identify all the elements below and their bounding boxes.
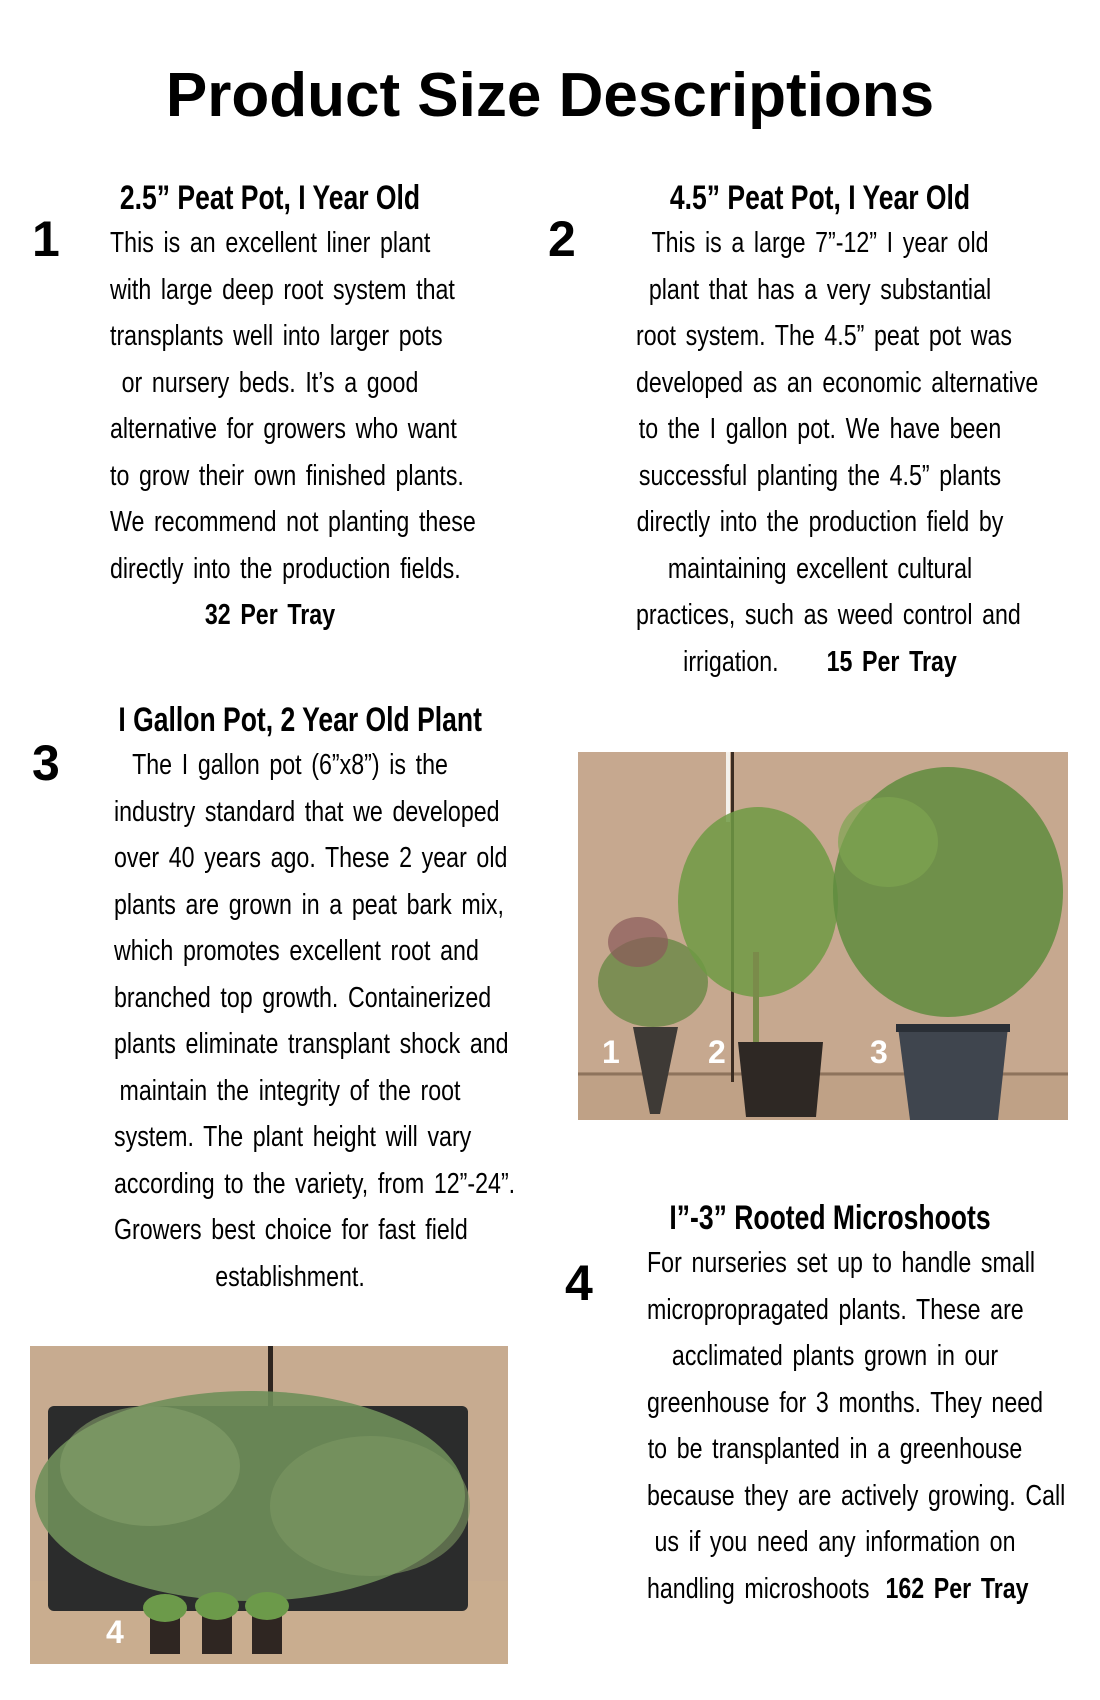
photo-label-3: 3 bbox=[870, 1034, 888, 1070]
description-line: transplants well into larger pots bbox=[110, 320, 443, 352]
description-line: root system. The 4.5” peat pot was bbox=[636, 320, 1012, 352]
description-line: or nursery beds. It’s a good bbox=[121, 366, 419, 399]
description-line: This is an excellent liner plant bbox=[110, 227, 431, 259]
description-line: micropropragated plants. These are bbox=[647, 1293, 1024, 1326]
product-block-1 bbox=[70, 176, 476, 639]
description-line: For nurseries set up to handle small bbox=[647, 1247, 1035, 1279]
description-line: Growers best choice for fast field bbox=[114, 1214, 468, 1246]
description-line: over 40 years ago. These 2 year old bbox=[114, 842, 508, 874]
description-line: to be transplanted in a greenhouse bbox=[647, 1433, 1023, 1465]
product-description-3 bbox=[70, 742, 516, 1300]
description-line: which promotes excellent root and bbox=[114, 935, 479, 967]
description-line: according to the variety, from 12”-24”. bbox=[114, 1167, 516, 1200]
description-line: maintaining excellent cultural bbox=[667, 552, 973, 585]
product-block-4-heading bbox=[600, 1196, 1060, 1240]
description-line: plants are grown in a peat bark mix, bbox=[114, 888, 504, 921]
product-block-4 bbox=[600, 1240, 1070, 1612]
description-line: maintain the integrity of the root bbox=[119, 1074, 461, 1107]
description-line: us if you need any information on bbox=[654, 1526, 1016, 1558]
description-line: with large deep root system that bbox=[110, 273, 455, 306]
description-line-text: irrigation. bbox=[683, 645, 779, 678]
product-description-4 bbox=[600, 1240, 1070, 1612]
photo-label-4: 4 bbox=[106, 1614, 124, 1650]
description-line: successful planting the 4.5” plants bbox=[638, 459, 1002, 492]
per-tray-count-4: 162 Per Tray bbox=[885, 1572, 1029, 1605]
description-line: developed as an economic alternative bbox=[636, 366, 1039, 399]
description-line: The I gallon pot (6”x8”) is the bbox=[132, 749, 448, 781]
photo-label-1: 1 bbox=[602, 1034, 620, 1070]
microshoots-tray-photo bbox=[30, 1346, 508, 1664]
product-block-2 bbox=[590, 176, 1050, 685]
description-line: to grow their own finished plants. bbox=[110, 459, 464, 492]
plants-illustration bbox=[578, 752, 1068, 1120]
product-heading-4: I”-3” Rooted Microshoots bbox=[669, 1199, 991, 1237]
description-line: branched top growth. Containerized bbox=[114, 981, 492, 1014]
photo-label-2: 2 bbox=[708, 1034, 726, 1070]
description-line: to the I gallon pot. We have been bbox=[638, 413, 1002, 445]
product-heading-3: I Gallon Pot, 2 Year Old Plant bbox=[118, 701, 482, 739]
product-heading-1: 2.5” Peat Pot, I Year Old bbox=[119, 179, 421, 217]
description-line-text: handling microshoots bbox=[647, 1572, 870, 1605]
product-heading-2: 4.5” Peat Pot, I Year Old bbox=[669, 179, 971, 217]
description-line: plant that has a very substantial bbox=[648, 273, 992, 306]
description-line: because they are actively growing. Call bbox=[647, 1479, 1066, 1512]
product-number-3: 3 bbox=[32, 735, 60, 791]
per-tray-count-1: 32 Per Tray bbox=[204, 599, 336, 631]
description-line: alternative for growers who want bbox=[110, 413, 457, 445]
product-comparison-photo bbox=[578, 752, 1068, 1120]
description-line: We recommend not planting these bbox=[110, 506, 476, 538]
description-last-line bbox=[647, 1566, 1029, 1613]
description-line: system. The plant height will vary bbox=[114, 1121, 472, 1153]
product-description-1 bbox=[70, 220, 476, 639]
product-number-1: 1 bbox=[32, 211, 60, 267]
description-line: This is a large 7”-12” I year old bbox=[651, 227, 989, 259]
description-line: industry standard that we developed bbox=[114, 795, 500, 828]
product-block-3 bbox=[70, 698, 516, 1300]
product-number-2: 2 bbox=[548, 211, 576, 267]
description-line: plants eliminate transplant shock and bbox=[114, 1028, 509, 1060]
product-description-2 bbox=[590, 220, 1050, 685]
description-line: establishment. bbox=[215, 1260, 365, 1293]
description-last-line bbox=[636, 639, 1004, 686]
description-line: practices, such as weed control and bbox=[636, 599, 1021, 631]
description-line: greenhouse for 3 months. They need bbox=[647, 1386, 1044, 1419]
page-title: Product Size Descriptions bbox=[165, 61, 935, 130]
product-number-4: 4 bbox=[565, 1255, 593, 1311]
description-line: acclimated plants grown in our bbox=[671, 1340, 999, 1372]
per-tray-count-2: 15 Per Tray bbox=[826, 645, 957, 678]
tray-illustration bbox=[30, 1346, 508, 1664]
description-line: directly into the production fields. bbox=[110, 552, 461, 585]
description-line: directly into the production field by bbox=[636, 506, 1004, 538]
